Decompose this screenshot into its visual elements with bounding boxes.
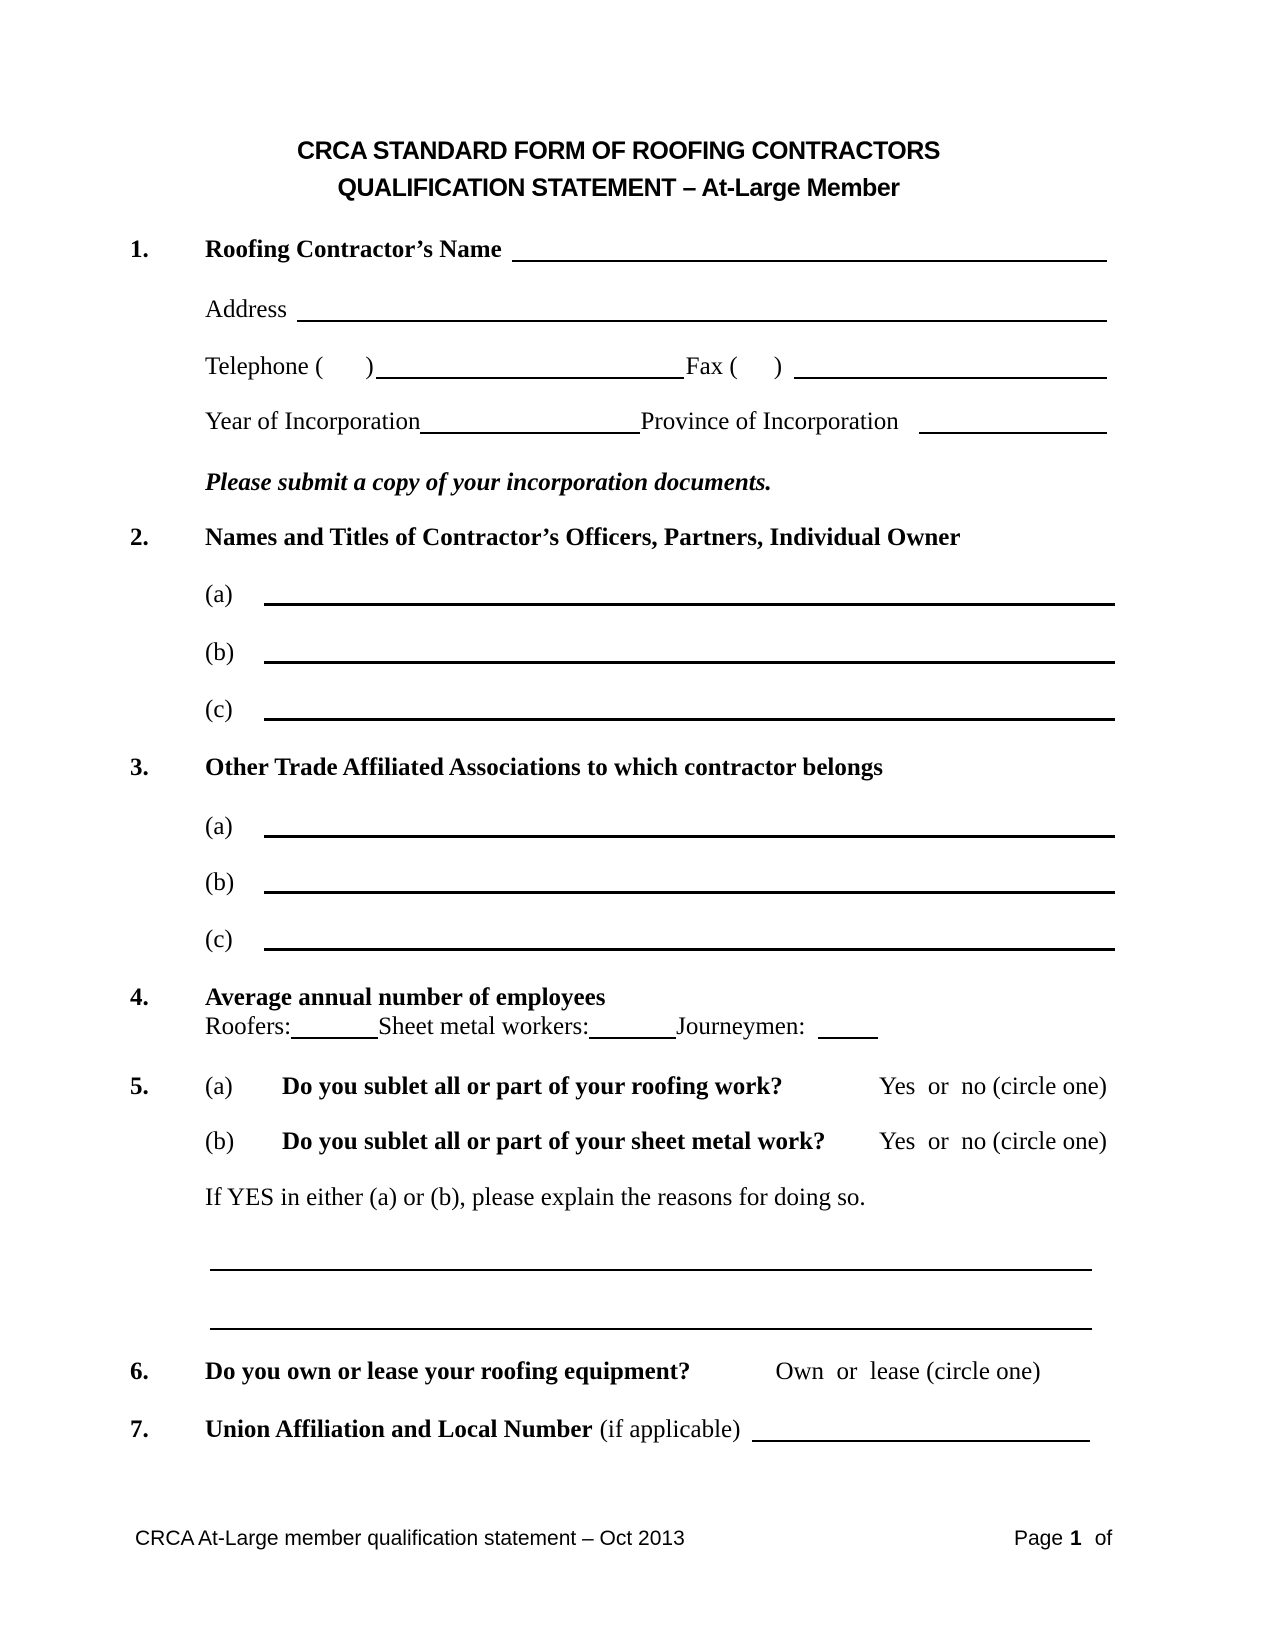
own-or-lease-gap	[690, 1358, 775, 1360]
title-line-2: QUALIFICATION STATEMENT – At-Large Member	[337, 174, 900, 202]
roofers-line	[291, 1013, 378, 1039]
telephone-area-code-gap	[323, 353, 365, 355]
footer-page-word: Page	[1014, 1527, 1064, 1550]
address-label: Address	[205, 296, 287, 323]
sublet-sheet-metal-question: Do you sublet all or part of your sheet metal work?	[282, 1128, 826, 1155]
employees-row	[205, 1013, 1107, 1043]
own-or-lease-question: Do you own or lease your roofing equipment?	[205, 1358, 691, 1385]
own-or-lease-options: Own or lease (circle one)	[775, 1358, 1041, 1385]
union-affiliation-label: Union Affiliation and Local Number	[205, 1416, 593, 1443]
explain-instruction-row	[205, 1184, 1107, 1214]
associations-a-label: (a)	[205, 813, 233, 840]
footer-page-indicator	[1014, 1527, 1112, 1551]
year-of-incorporation-line	[420, 408, 640, 434]
section-2-heading: Names and Titles of Contractor’s Officers, Partners, Individual Owner	[205, 524, 961, 551]
fax-label: Fax (	[685, 353, 738, 380]
section-1-name-row	[130, 236, 1107, 266]
fax-area-code-gap	[738, 353, 774, 355]
province-gap	[899, 408, 919, 410]
sublet-sheet-metal-options: Yes or no (circle one)	[879, 1128, 1107, 1155]
section-1-number: 1.	[130, 236, 149, 263]
section-6-row	[130, 1358, 1107, 1388]
section-2-heading-row	[130, 524, 1107, 554]
telephone-label: Telephone (	[205, 353, 324, 380]
sublet-roofing-question: Do you sublet all or part of your roofing work?	[282, 1073, 783, 1100]
province-of-incorporation-label: Province of Incorporation	[640, 408, 899, 435]
associations-c-line	[264, 926, 1115, 951]
explanation-line-2	[210, 1328, 1092, 1330]
section-7-row	[130, 1416, 1090, 1446]
associations-c-label: (c)	[205, 926, 233, 953]
footer-page-number: 1	[1070, 1527, 1082, 1550]
officers-a-label: (a)	[205, 581, 233, 608]
section-7-number: 7.	[130, 1416, 149, 1443]
document-title	[130, 133, 1107, 207]
incorporation-row	[205, 408, 1107, 438]
associations-b-line	[264, 869, 1115, 894]
union-affiliation-line	[752, 1416, 1090, 1442]
section-4-heading: Average annual number of employees	[205, 984, 606, 1011]
explanation-line-1	[210, 1269, 1092, 1271]
sheet-metal-workers-line	[589, 1013, 676, 1039]
section-5-number: 5.	[130, 1073, 149, 1100]
fax-line	[794, 353, 1107, 379]
union-affiliation-gap	[593, 1416, 600, 1418]
officers-row-a	[205, 581, 1115, 611]
section-4-number: 4.	[130, 984, 149, 1011]
telephone-line	[376, 353, 684, 379]
journeymen-gap	[805, 1013, 818, 1015]
section-4-heading-row	[130, 984, 1107, 1014]
contractor-name-line	[512, 236, 1107, 262]
telephone-close-paren: )	[365, 353, 374, 380]
explain-instruction: If YES in either (a) or (b), please explain the reasons for doing so.	[205, 1184, 866, 1211]
address-row	[205, 296, 1107, 326]
footer-of-word: of	[1094, 1527, 1113, 1550]
title-line-1: CRCA STANDARD FORM OF ROOFING CONTRACTORS	[297, 137, 940, 165]
officers-b-line	[264, 639, 1115, 664]
telephone-fax-row	[205, 353, 1107, 383]
journeymen-line	[818, 1013, 878, 1039]
union-affiliation-qualifier: (if applicable)	[599, 1416, 741, 1443]
section-3-number: 3.	[130, 754, 149, 781]
officers-a-line	[264, 581, 1115, 606]
associations-b-label: (b)	[205, 869, 235, 896]
section-6-number: 6.	[130, 1358, 149, 1385]
associations-row-c	[205, 926, 1115, 956]
officers-c-line	[264, 696, 1115, 721]
province-of-incorporation-line	[919, 408, 1107, 434]
incorporation-note: Please submit a copy of your incorporation documents.	[205, 469, 772, 496]
officers-b-label: (b)	[205, 639, 235, 666]
section-5a-label: (a)	[205, 1073, 233, 1100]
officers-row-c	[205, 696, 1115, 726]
footer-gap-2	[1082, 1527, 1095, 1529]
contractor-name-label: Roofing Contractor’s Name	[205, 236, 502, 263]
year-of-incorporation-label: Year of Incorporation	[205, 408, 421, 435]
section-5b-label: (b)	[205, 1128, 235, 1155]
fax-close-paren: )	[773, 353, 783, 380]
section-3-heading-row	[130, 754, 1107, 784]
section-3-heading: Other Trade Affiliated Associations to which contractor belongs	[205, 754, 883, 781]
sublet-roofing-options: Yes or no (circle one)	[879, 1073, 1107, 1100]
officers-c-label: (c)	[205, 696, 233, 723]
roofers-label: Roofers:	[205, 1013, 292, 1040]
footer-gap-1	[1063, 1527, 1070, 1529]
section-5b-row	[205, 1128, 1107, 1158]
associations-a-line	[264, 813, 1115, 838]
section-2-number: 2.	[130, 524, 149, 551]
footer-document-id: CRCA At-Large member qualification statement – Oct 2013	[135, 1527, 685, 1550]
associations-row-a	[205, 813, 1115, 843]
incorporation-note-row	[205, 469, 1107, 499]
associations-row-b	[205, 869, 1115, 899]
sheet-metal-workers-label: Sheet metal workers:	[378, 1013, 590, 1040]
journeymen-label: Journeymen:	[676, 1013, 806, 1040]
section-5a-row	[130, 1073, 1107, 1103]
officers-row-b	[205, 639, 1115, 669]
address-line	[297, 296, 1107, 322]
